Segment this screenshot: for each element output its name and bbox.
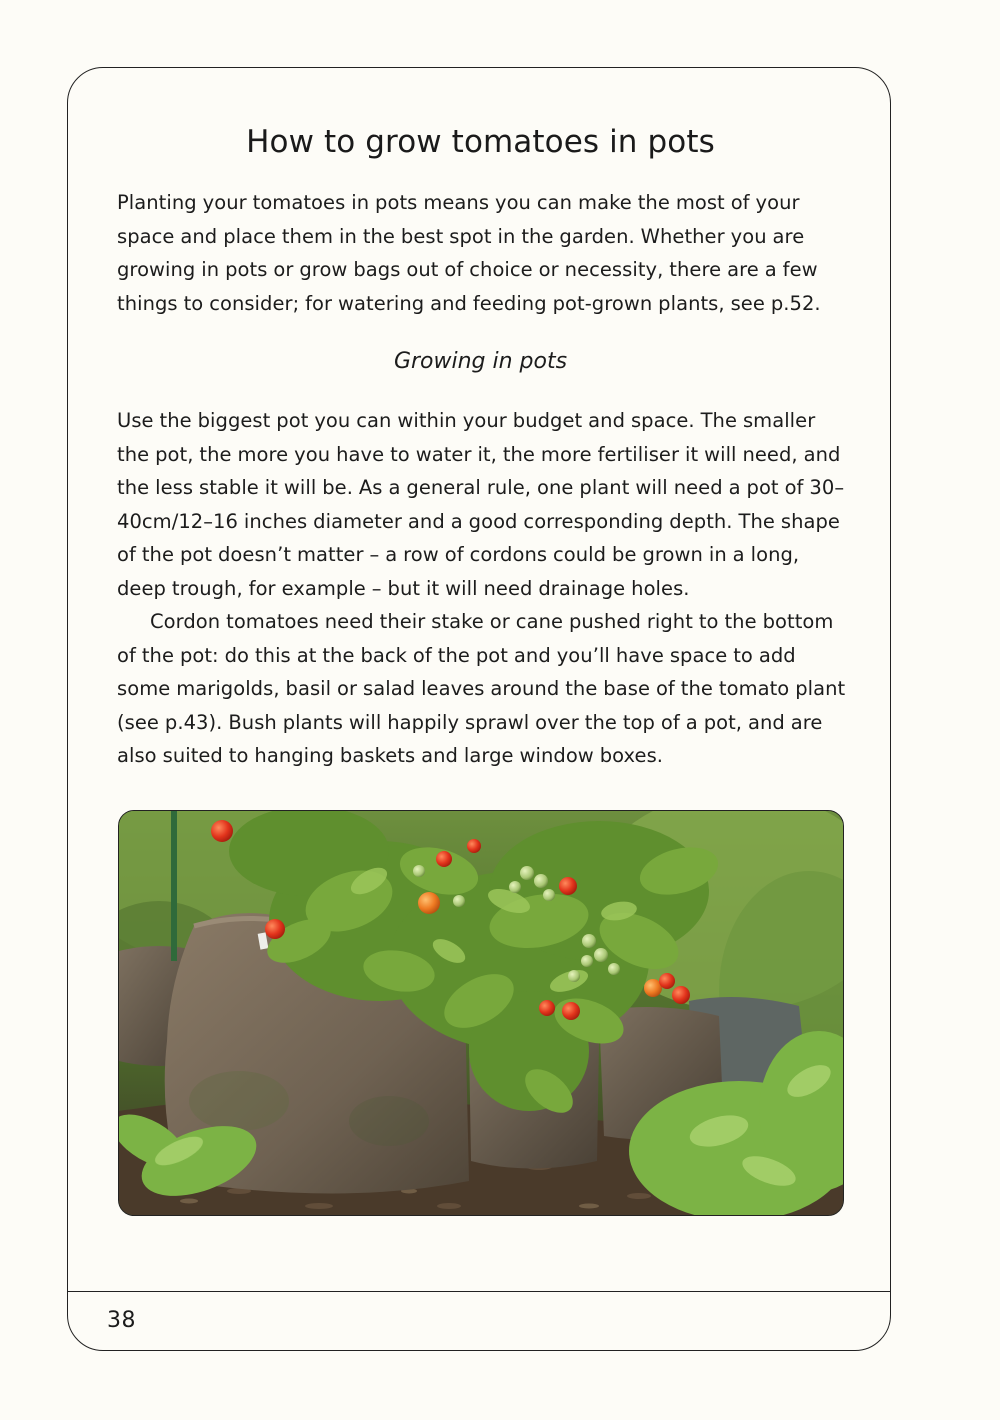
footer-rule bbox=[67, 1291, 891, 1292]
body-paragraph-1: Use the biggest pot you can within your budget and space. The smaller the pot, the more you have to water it, the more fertiliser it will need, and the less stable it will be. As a general rule, one plant will need a pot of 30–40cm/12–16 inches diameter and a good corresponding depth. The shape of the pot doesn’t matter – a row of cordons could be grown in a long, deep trough, for example – but it will need drainage holes. bbox=[117, 409, 845, 600]
section-subheading: Growing in pots bbox=[393, 349, 568, 374]
section-body bbox=[117, 404, 852, 773]
tomato-grow-bag-photo bbox=[118, 810, 844, 1216]
page-number: 38 bbox=[107, 1308, 136, 1333]
body-paragraph-2: Cordon tomatoes need their stake or cane pushed right to the bottom of the pot: do this at the back of the pot and you’ll have space to add some marigolds, basil or salad leaves around the base of the tomato plant (see p.43). Bush plants will happily sprawl over the top of a pot, and are also suited to hanging baskets and large window boxes. bbox=[117, 610, 846, 767]
intro-paragraph: Planting your tomatoes in pots means you can make the most of your space and place them in the best spot in the garden. Whether you are growing in pots or grow bags out of choice or necessity, there are a few things to consider; for watering and feeding pot-grown plants, see p.52. bbox=[117, 191, 821, 315]
page-title: How to grow tomatoes in pots bbox=[246, 124, 715, 160]
